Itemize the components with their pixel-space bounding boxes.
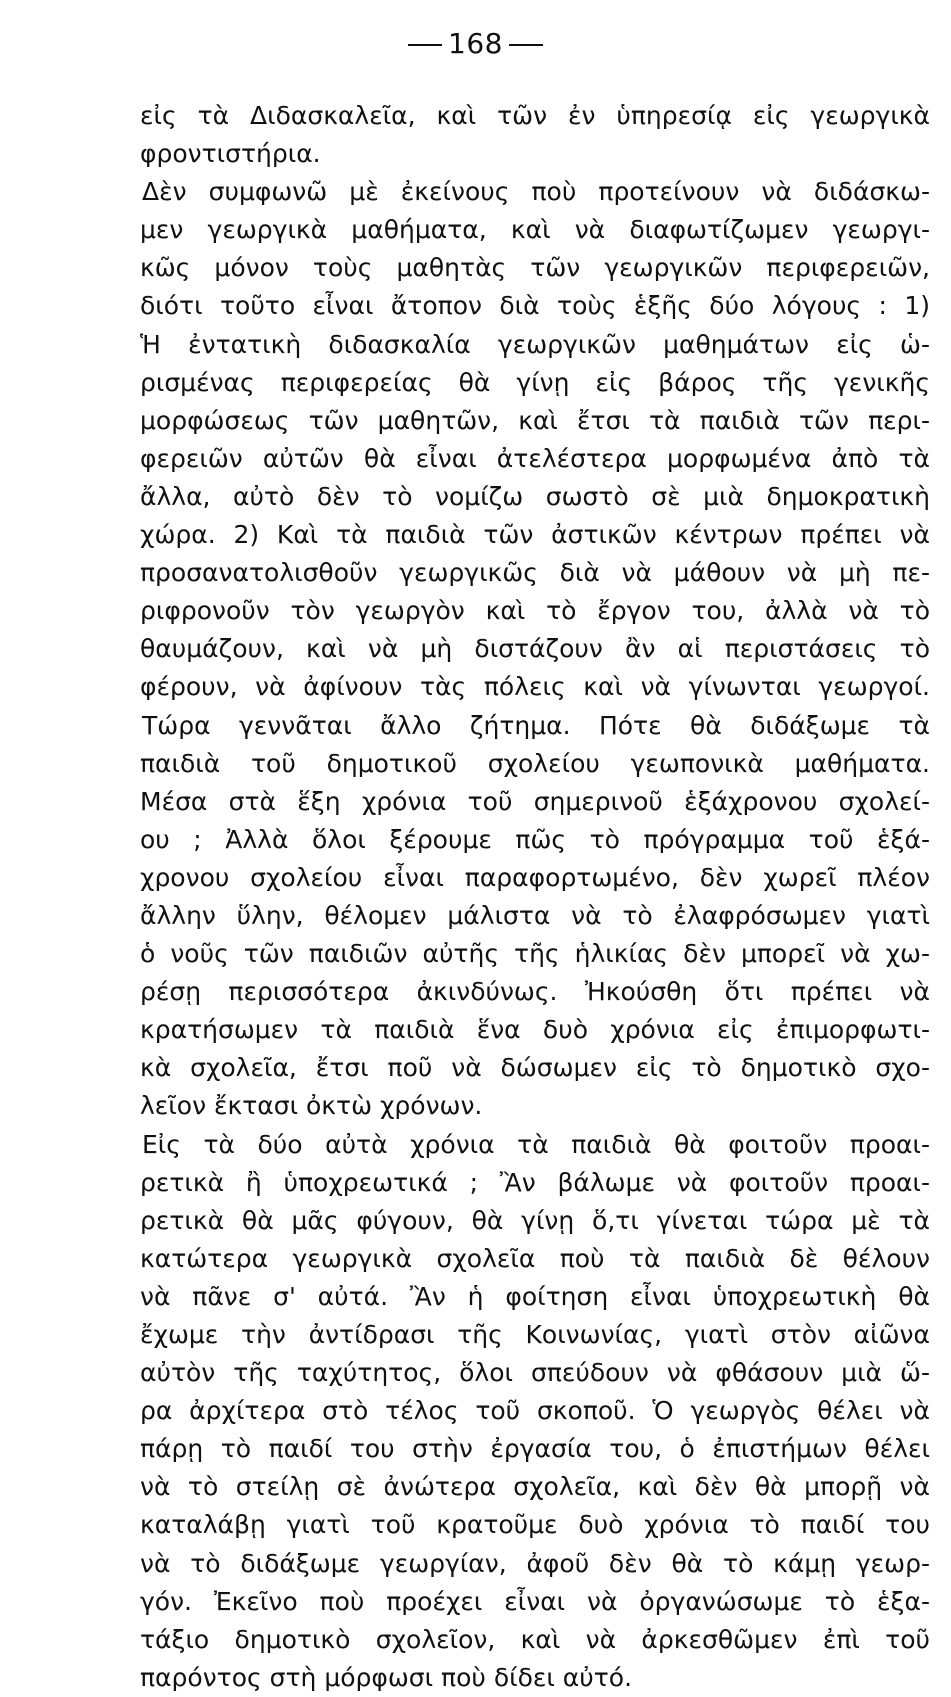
body-text [140, 97, 930, 1697]
text-line: κῶς μόνον τοὺς μαθητὰς τῶν γεωργικῶν περιφερειῶν, [140, 253, 930, 283]
text-line: ἄλλα, αὐτὸ δὲν τὸ νομίζω σωστὸ σὲ μιὰ δημοκρατικὴ [140, 481, 930, 511]
text-line: ρισμένας περιφερείας θὰ γίνῃ εἰς βάρος τῆς γενικῆς [140, 367, 930, 397]
text-line: χρονου σχολείου εἶναι παραφορτωμένο, δὲν χωρεῖ πλέον [140, 862, 930, 892]
text-line: προσανατολισθοῦν γεωργικῶς διὰ νὰ μάθουν νὰ μὴ πε- [140, 558, 930, 588]
text-line: λεῖον ἔκτασι ὀκτὼ χρόνων. [140, 1091, 483, 1121]
text-line: Ἡ ἐντατικὴ διδασκαλία γεωργικῶν μαθημάτων εἰς ὡ- [140, 329, 930, 359]
text-line: χώρα. 2) Καὶ τὰ παιδιὰ τῶν ἀστικῶν κέντρων πρέπει νὰ [140, 520, 930, 550]
text-line: ριφρονοῦν τὸν γεωργὸν καὶ τὸ ἔργον του, ἀλλὰ νὰ τὸ [140, 596, 930, 626]
text-line: νὰ τὸ στείλῃ σὲ ἀνώτερα σχολεῖα, καὶ δὲν θὰ μπορῇ νὰ [140, 1472, 930, 1502]
text-line: γόν. Ἐκεῖνο ποὺ προέχει εἶναι νὰ ὀργανώσωμε τὸ ἑξα- [140, 1586, 930, 1616]
text-line: αὐτὸν τῆς ταχύτητος, ὅλοι σπεύδουν νὰ φθάσουν μιὰ ὥ- [140, 1358, 930, 1388]
text-line: παιδιὰ τοῦ δημοτικοῦ σχολείου γεωπονικὰ μαθήματα. [140, 748, 930, 778]
text-line: Εἰς τὰ δύο αὐτὰ χρόνια τὰ παιδιὰ θὰ φοιτοῦν προαι- [142, 1129, 930, 1159]
header-dash-right [509, 44, 543, 46]
header-dash-left [408, 44, 442, 46]
text-line: φροντιστήρια. [140, 139, 321, 169]
text-line: τάξιο δημοτικὸ σχολεῖον, καὶ νὰ ἀρκεσθῶμεν ἐπὶ τοῦ [140, 1624, 930, 1654]
text-line: φερειῶν αὐτῶν θὰ εἶναι ἀτελέστερα μορφωμένα ἀπὸ τὰ [140, 443, 930, 473]
text-line: κὰ σχολεῖα, ἔτσι ποῦ νὰ δώσωμεν εἰς τὸ δημοτικὸ σχο- [140, 1053, 930, 1083]
text-line: νὰ πᾶνε σ' αὐτά. Ἂν ἡ φοίτηση εἶναι ὑποχρεωτικὴ θὰ [140, 1281, 930, 1311]
text-line: ρετικὰ ἢ ὑποχρεωτικά ; Ἂν βάλωμε νὰ φοιτοῦν προαι- [140, 1167, 930, 1197]
text-line: εἰς τὰ Διδασκαλεῖα, καὶ τῶν ἐν ὑπηρεσίᾳ εἰς γεωργικὰ [140, 101, 930, 130]
text-line: παρόντος στὴ μόρφωσι ποὺ δίδει αὐτό. [140, 1662, 633, 1692]
text-line: Τώρα γεννᾶται ἄλλο ζήτημα. Πότε θὰ διδάξωμε τὰ [142, 710, 930, 740]
text-line: ρα ἀρχίτερα στὸ τέλος τοῦ σκοποῦ. Ὁ γεωργὸς θέλει νὰ [140, 1396, 930, 1426]
page-number: 168 [448, 27, 503, 60]
text-line: κρατήσωμεν τὰ παιδιὰ ἕνα δυὸ χρόνια εἰς ἐπιμορφωτι- [140, 1015, 930, 1045]
text-line: ου ; Ἀλλὰ ὅλοι ξέρουμε πῶς τὸ πρόγραμμα τοῦ ἑξά- [140, 824, 930, 854]
page-header [0, 26, 951, 62]
text-line: μεν γεωργικὰ μαθήματα, καὶ νὰ διαφωτίζωμεν γεωργι- [140, 215, 930, 245]
text-line: διότι τοῦτο εἶναι ἄτοπον διὰ τοὺς ἑξῆς δύο λόγους : 1) [140, 291, 930, 321]
text-line: Μέσα στὰ ἕξη χρόνια τοῦ σημερινοῦ ἑξάχρονου σχολεί- [140, 786, 930, 816]
text-line: Δὲν συμφωνῶ μὲ ἐκείνους ποὺ προτείνουν νὰ διδάσκω- [142, 177, 930, 207]
text-line: ἄλλην ὕλην, θέλομεν μάλιστα νὰ τὸ ἐλαφρόσωμεν γιατὶ [140, 900, 930, 930]
text-line: μορφώσεως τῶν μαθητῶν, καὶ ἔτσι τὰ παιδιὰ τῶν περι- [140, 405, 930, 435]
text-line: ἔχωμε τὴν ἀντίδρασι τῆς Κοινωνίας, γιατὶ στὸν αἰῶνα [140, 1320, 930, 1349]
text-line: κατώτερα γεωργικὰ σχολεῖα ποὺ τὰ παιδιὰ δὲ θέλουν [140, 1243, 930, 1273]
text-line: θαυμάζουν, καὶ νὰ μὴ διστάζουν ἂν αἱ περιστάσεις τὸ [140, 634, 930, 664]
text-line: ὁ νοῦς τῶν παιδιῶν αὐτῆς τῆς ἡλικίας δὲν μπορεῖ νὰ χω- [140, 939, 930, 969]
text-line: πάρῃ τὸ παιδί του στὴν ἐργασία του, ὁ ἐπιστήμων θέλει [140, 1434, 930, 1464]
text-line: καταλάβῃ γιατὶ τοῦ κρατοῦμε δυὸ χρόνια τὸ παιδί του [140, 1510, 930, 1540]
text-line: νὰ τὸ διδάξωμε γεωργίαν, ἀφοῦ δὲν θὰ τὸ κάμῃ γεωρ- [140, 1548, 930, 1578]
text-line: ρετικὰ θὰ μᾶς φύγουν, θὰ γίνῃ ὅ,τι γίνεται τώρα μὲ τὰ [140, 1205, 930, 1235]
text-line: ρέσῃ περισσότερα ἀκινδύνως. Ἠκούσθη ὅτι πρέπει νὰ [140, 977, 930, 1007]
text-line: φέρουν, νὰ ἀφίνουν τὰς πόλεις καὶ νὰ γίνωνται γεωργοί. [140, 672, 930, 702]
